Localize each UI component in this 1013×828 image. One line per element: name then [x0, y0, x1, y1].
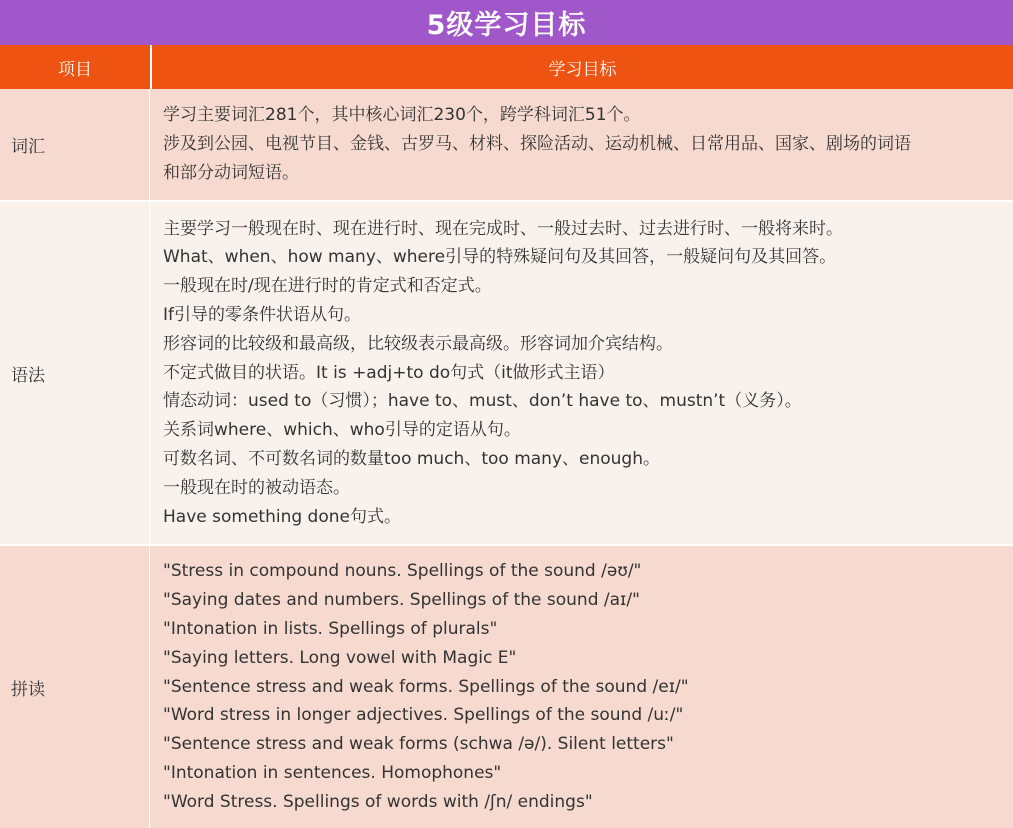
content-line: 主要学习一般现在时、现在进行时、现在完成时、一般过去时、过去进行时、一般将来时。: [163, 218, 843, 239]
content-line: "Word stress in longer adjectives. Spellings of the sound /uː/": [163, 705, 684, 726]
row-content: [150, 202, 1013, 544]
content-line: If引导的零条件状语从句。: [163, 305, 361, 325]
content-line: "Stress in compound nouns. Spellings of the sound /əʊ/": [163, 561, 642, 582]
content-line: "Saying dates and numbers. Spellings of the sound /aɪ/": [163, 590, 640, 611]
content-line: "Intonation in sentences. Homophones": [163, 762, 502, 783]
table-header: [0, 45, 1013, 89]
row-content: [150, 546, 1013, 828]
content-line: 可数名词、不可数名词的数量too much、too many、enough。: [163, 448, 660, 469]
content-line: 关系词where、which、who引导的定语从句。: [163, 420, 521, 441]
table-row-vocabulary: [0, 89, 1013, 202]
content-line: "Intonation in lists. Spellings of plurals": [163, 619, 498, 639]
content-line: "Word Stress. Spellings of words with /ʃn/ endings": [163, 791, 593, 812]
row-category: 词汇: [0, 89, 150, 200]
content-line: 一般现在时的被动语态。: [163, 477, 350, 498]
row-content: [150, 89, 1013, 200]
content-line: 情态动词：used to（习惯）；have to、must、don’t have to、mustn’t（义务）。: [163, 391, 802, 412]
content-line: "Saying letters. Long vowel with Magic E": [163, 647, 517, 668]
table-row-grammar: [0, 202, 1013, 546]
content-line: What、when、how many、where引导的特殊疑问句及其回答，一般疑问句及其回答。: [163, 247, 837, 268]
header-goal: 学习目标: [548, 59, 617, 80]
content-line: "Sentence stress and weak forms (schwa /ə/). Silent letters": [163, 734, 674, 755]
row-category: 语法: [0, 202, 150, 544]
content-line: 不定式做目的状语。It is +adj+to do句式（it做形式主语）: [163, 362, 615, 383]
row-category: 拼读: [0, 546, 150, 828]
content-line: Have something done句式。: [163, 506, 401, 527]
content-line: "Sentence stress and weak forms. Spellings of the sound /eɪ/": [163, 676, 689, 697]
header-item: 项目: [0, 45, 152, 89]
table-row-phonics: [0, 546, 1013, 828]
content-line: 形容词的比较级和最高级，比较级表示最高级。形容词加介宾结构。: [163, 333, 673, 354]
content-line: 和部分动词短语。: [163, 163, 299, 183]
page-title: 5级学习目标: [0, 0, 1013, 45]
content-line: 涉及到公园、电视节目、金钱、古罗马、材料、探险活动、运动机械、日常用品、国家、剧场的词语: [163, 134, 911, 154]
content-line: 学习主要词汇281个，其中核心词汇230个，跨学科词汇51个。: [163, 105, 641, 125]
content-line: 一般现在时/现在进行时的肯定式和否定式。: [163, 276, 492, 297]
